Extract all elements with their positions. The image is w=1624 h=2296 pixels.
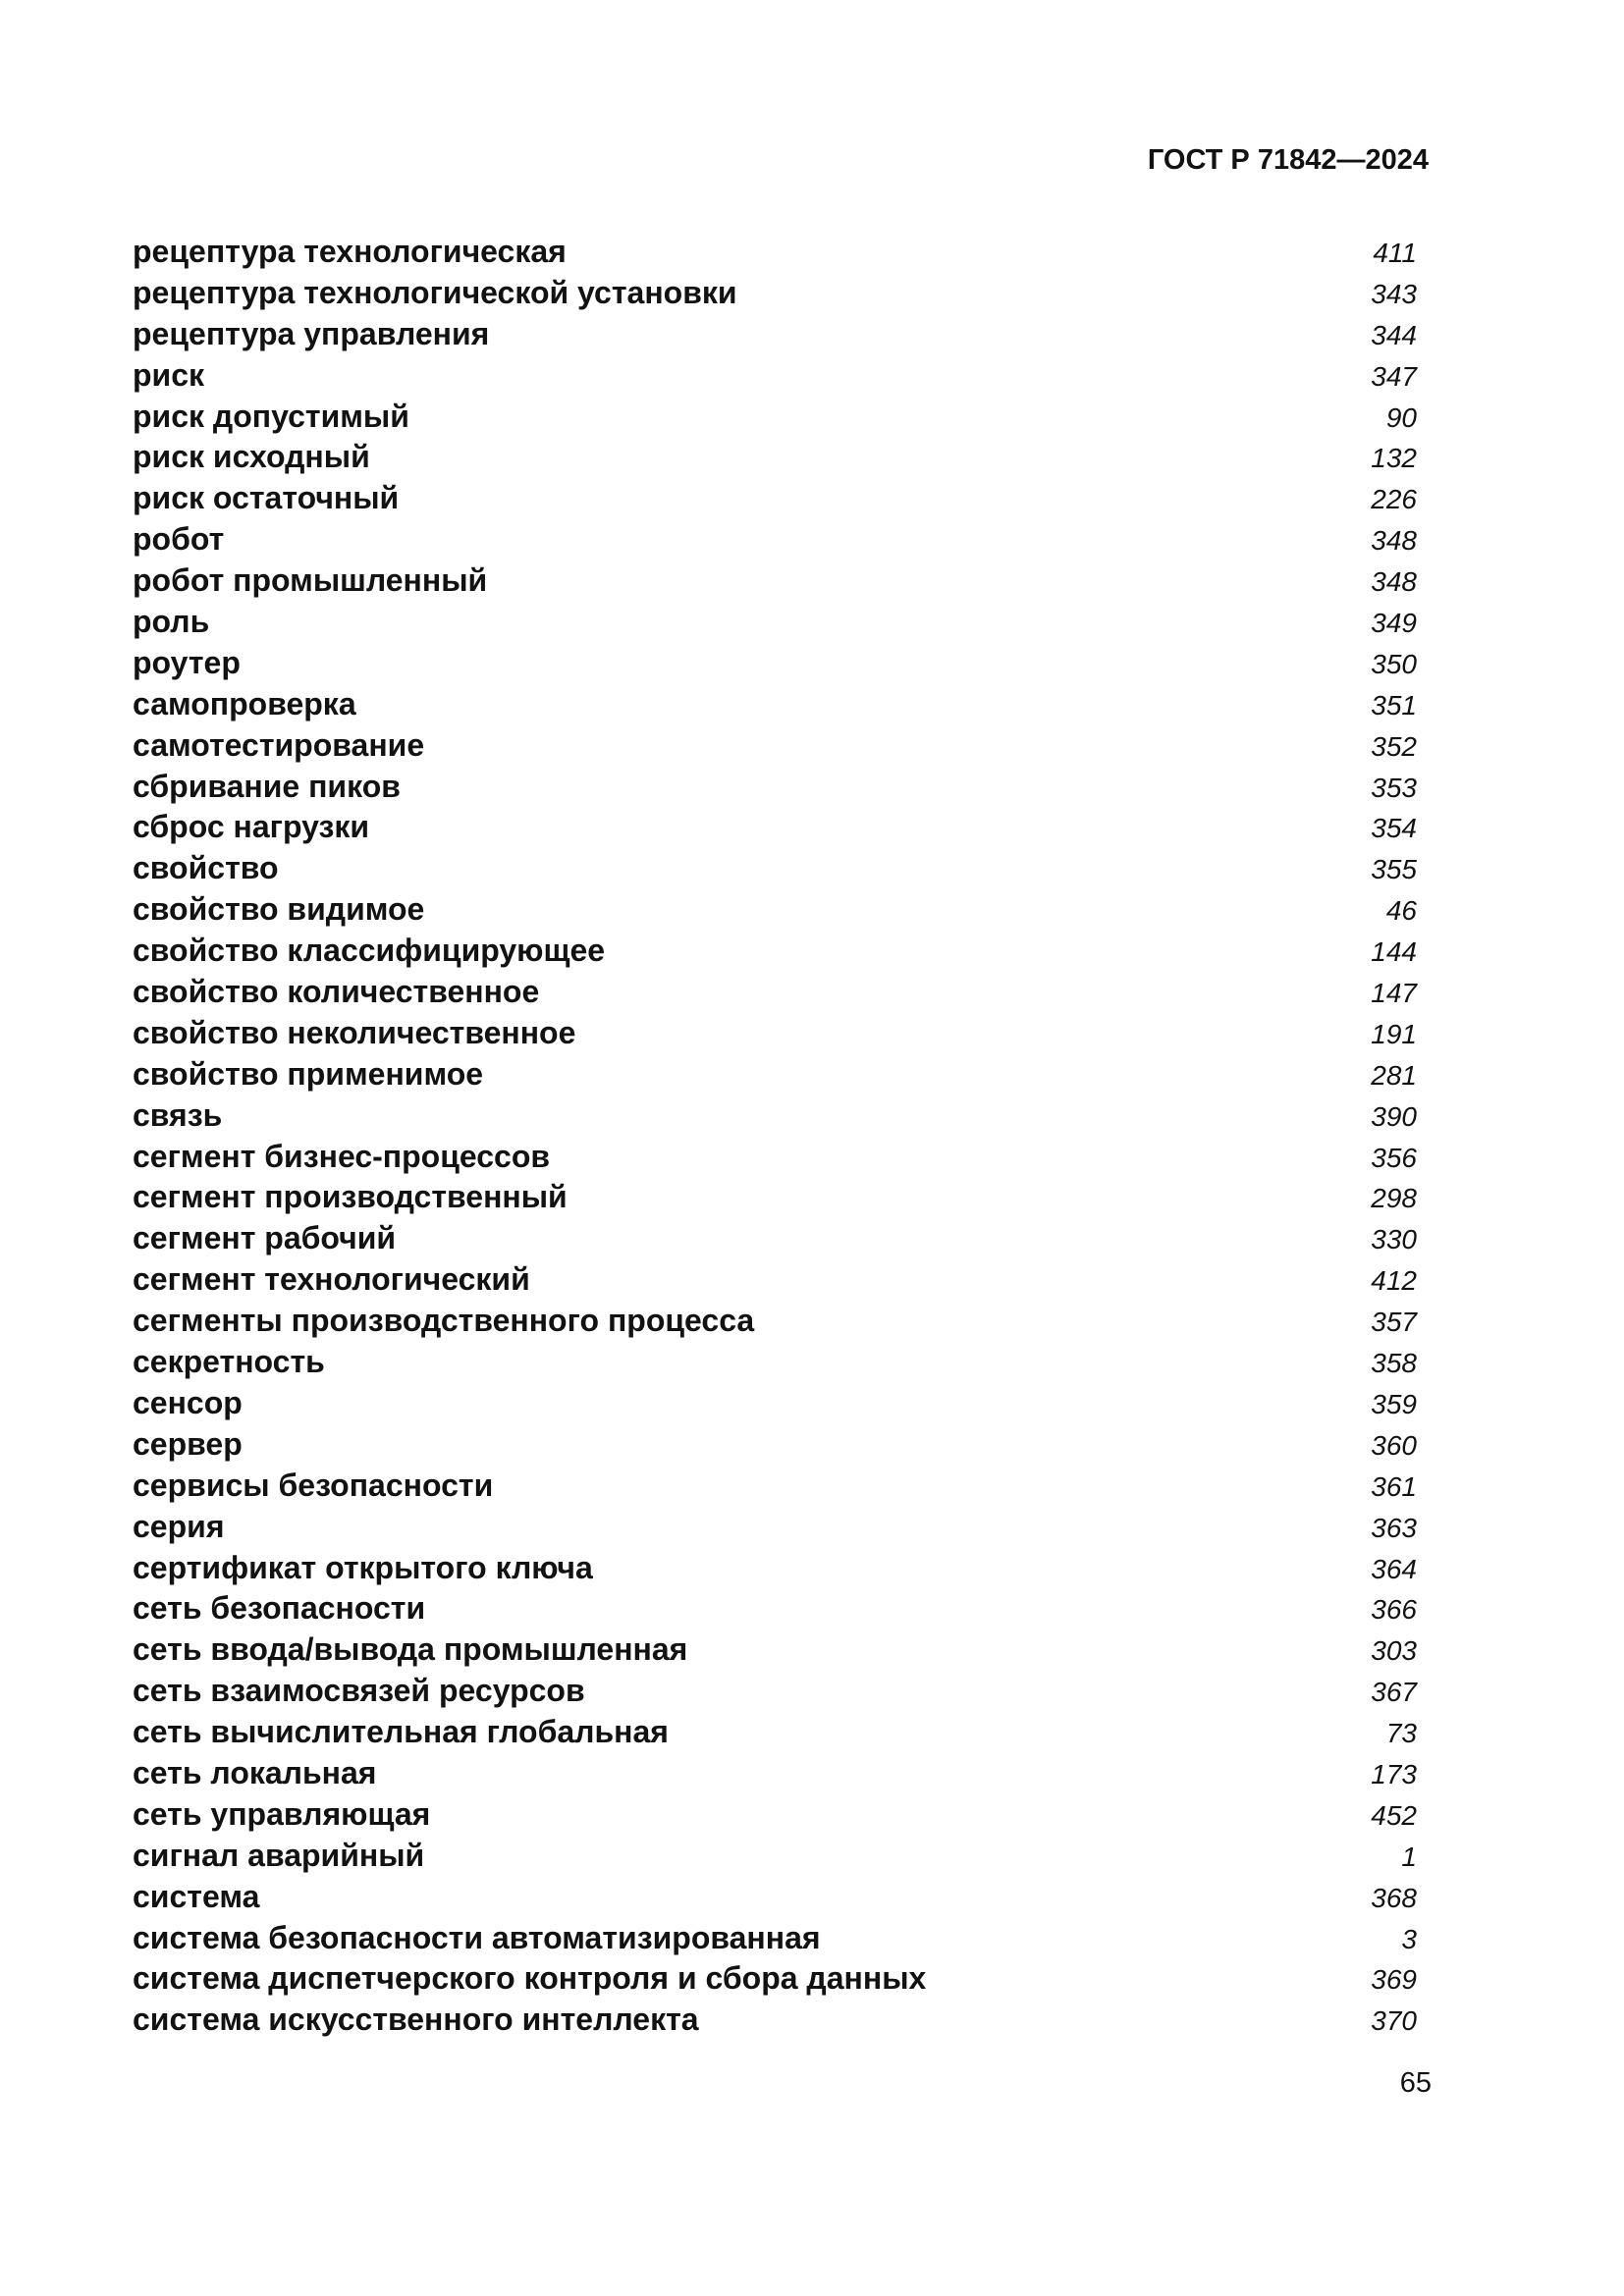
index-entry-row (133, 1177, 1417, 1218)
index-entry-row (133, 1466, 1417, 1507)
index-term-page-number: 173 (1371, 1758, 1417, 1789)
index-term-page-number: 132 (1371, 443, 1417, 474)
index-entry-row (133, 437, 1417, 478)
index-term-page-number: 351 (1371, 689, 1417, 721)
index-entry-row (133, 1753, 1417, 1794)
index-entry-row (133, 561, 1417, 602)
index-term-page-number: 363 (1371, 1512, 1417, 1543)
index-entry-row (133, 972, 1417, 1013)
index-term-page-number: 348 (1371, 566, 1417, 598)
index-term-label: самопроверка (133, 685, 356, 721)
index-term-page-number: 46 (1385, 895, 1417, 927)
index-term-label: робот промышленный (133, 562, 488, 599)
index-term-label: связь (133, 1096, 223, 1133)
index-term-page-number: 361 (1371, 1470, 1417, 1502)
index-term-page-number: 350 (1371, 648, 1417, 679)
index-entry-row (133, 2000, 1417, 2041)
index-term-page-number: 349 (1371, 608, 1417, 639)
index-term-label: серия (133, 1508, 225, 1544)
index-term-label: сеть ввода/вывода промышленная (133, 1631, 688, 1668)
index-term-page-number: 367 (1371, 1677, 1417, 1708)
index-term-label: сервисы безопасности (133, 1467, 494, 1503)
index-term-label: рецептура технологической установки (133, 274, 737, 310)
index-term-label: система (133, 1878, 260, 1914)
index-term-label: риск остаточный (133, 480, 400, 516)
index-term-page-number: 73 (1385, 1718, 1417, 1749)
index-term-label: сеть управляющая (133, 1795, 431, 1832)
index-entry-row (133, 1629, 1417, 1671)
index-term-page-number: 368 (1371, 1882, 1417, 1913)
index-term-page-number: 353 (1371, 772, 1417, 803)
index-term-page-number: 358 (1371, 1348, 1417, 1379)
index-term-label: сервер (133, 1425, 243, 1462)
index-term-label: свойство применимое (133, 1055, 484, 1092)
index-term-label: свойство (133, 850, 279, 886)
index-entry-row (133, 807, 1417, 848)
index-term-label: система безопасности автоматизированная (133, 1919, 821, 1955)
index-term-label: риск исходный (133, 439, 370, 475)
index-term-page-number: 452 (1371, 1799, 1417, 1831)
index-term-label: риск допустимый (133, 398, 409, 434)
index-term-label: сброс нагрузки (133, 809, 370, 845)
index-term-page-number: 357 (1371, 1307, 1417, 1338)
index-term-page-number: 354 (1371, 813, 1417, 844)
index-term-page-number: 281 (1371, 1059, 1417, 1091)
index-entry-row (133, 397, 1417, 438)
index-entry-row (133, 1877, 1417, 1918)
index-term-page-number: 226 (1371, 484, 1417, 515)
index-term-label: сбривание пиков (133, 768, 401, 804)
index-entry-row (133, 355, 1417, 397)
index-term-page-number: 359 (1371, 1388, 1417, 1419)
index-term-page-number: 364 (1371, 1553, 1417, 1584)
index-entry-row (133, 1218, 1417, 1259)
document-standard-designation: ГОСТ Р 71842—2024 (1147, 144, 1429, 176)
index-term-label: сегменты производственного процесса (133, 1303, 755, 1339)
index-entry-row (133, 725, 1417, 767)
index-term-label: система диспетчерского контроля и сбора данных (133, 1960, 927, 1997)
index-entry-row (133, 1958, 1417, 2000)
index-term-page-number: 411 (1373, 238, 1417, 268)
index-term-label: сегмент бизнес-процессов (133, 1138, 551, 1174)
index-term-page-number: 370 (1371, 2005, 1417, 2037)
index-term-label: рецептура управления (133, 315, 490, 351)
index-term-page-number: 343 (1371, 278, 1417, 309)
index-entry-row (133, 1095, 1417, 1137)
page-number: 65 (1399, 2067, 1432, 2099)
index-term-label: самотестирование (133, 726, 425, 763)
index-term-label: сегмент производственный (133, 1179, 568, 1215)
index-term-label: роль (133, 604, 210, 640)
index-term-page-number: 412 (1371, 1265, 1417, 1297)
index-term-page-number: 348 (1371, 525, 1417, 557)
index-term-page-number: 352 (1371, 730, 1417, 762)
index-term-page-number: 366 (1371, 1594, 1417, 1626)
index-term-page-number: 390 (1371, 1100, 1417, 1132)
index-entry-row (133, 1054, 1417, 1095)
index-entry-row (133, 314, 1417, 355)
index-entry-row (133, 767, 1417, 808)
index-entry-row (133, 889, 1417, 931)
index-entry-row (133, 232, 1417, 273)
index-term-label: роутер (133, 644, 241, 680)
index-entry-row (133, 1013, 1417, 1054)
index-entry-row (133, 643, 1417, 684)
index-entry-row (133, 1259, 1417, 1301)
index-term-page-number: 191 (1371, 1018, 1417, 1049)
index-entry-row (133, 1918, 1417, 1959)
index-term-page-number: 303 (1371, 1635, 1417, 1667)
index-term-page-number: 298 (1371, 1183, 1417, 1214)
index-term-page-number: 3 (1401, 1923, 1417, 1954)
index-term-page-number: 144 (1371, 936, 1417, 968)
index-term-page-number: 1 (1401, 1841, 1417, 1872)
index-entry-row (133, 931, 1417, 972)
index-entry-row (133, 1342, 1417, 1383)
index-term-label: сеть безопасности (133, 1590, 426, 1627)
index-term-page-number: 360 (1371, 1429, 1417, 1461)
index-entry-row (133, 1836, 1417, 1877)
index-term-page-number: 330 (1371, 1224, 1417, 1255)
index-entry-row (133, 1671, 1417, 1712)
index-entry-row (133, 1507, 1417, 1548)
index-term-label: сигнал аварийный (133, 1837, 425, 1873)
index-term-page-number: 90 (1385, 401, 1417, 433)
index-term-label: система искусственного интеллекта (133, 2002, 699, 2038)
index-term-label: сертификат открытого ключа (133, 1549, 593, 1585)
index-term-page-number: 147 (1371, 978, 1417, 1009)
alphabetical-index-list (133, 232, 1417, 2041)
index-entry-row (133, 1301, 1417, 1342)
index-term-page-number: 356 (1371, 1142, 1417, 1173)
index-entry-row (133, 1383, 1417, 1424)
index-term-label: рецептура технологическая (133, 234, 567, 269)
index-entry-row (133, 1424, 1417, 1466)
index-entry-row (133, 1794, 1417, 1836)
index-term-label: свойство видимое (133, 891, 425, 928)
index-term-page-number: 369 (1371, 1964, 1417, 1996)
index-term-page-number: 355 (1371, 854, 1417, 885)
index-term-label: сенсор (133, 1384, 243, 1420)
index-term-label: секретность (133, 1344, 325, 1380)
index-entry-row (133, 519, 1417, 561)
index-entry-row (133, 1137, 1417, 1178)
index-entry-row (133, 602, 1417, 643)
index-term-label: свойство количественное (133, 974, 540, 1010)
index-term-label: свойство классифицирующее (133, 933, 606, 969)
index-entry-row (133, 684, 1417, 725)
index-term-label: робот (133, 521, 225, 558)
index-term-label: риск (133, 356, 205, 393)
index-entry-row (133, 273, 1417, 314)
index-entry-row (133, 1548, 1417, 1589)
index-term-label: сегмент технологический (133, 1261, 530, 1298)
index-entry-row (133, 848, 1417, 889)
index-term-page-number: 344 (1371, 319, 1417, 350)
index-term-label: сеть вычислительная глобальная (133, 1714, 669, 1750)
index-entry-row (133, 1588, 1417, 1629)
index-term-label: свойство неколичественное (133, 1014, 576, 1050)
index-term-page-number: 347 (1371, 360, 1417, 392)
index-term-label: сеть локальная (133, 1754, 377, 1790)
index-term-label: сеть взаимосвязей ресурсов (133, 1673, 585, 1709)
index-entry-row (133, 478, 1417, 519)
index-term-label: сегмент рабочий (133, 1220, 397, 1256)
index-entry-row (133, 1712, 1417, 1753)
